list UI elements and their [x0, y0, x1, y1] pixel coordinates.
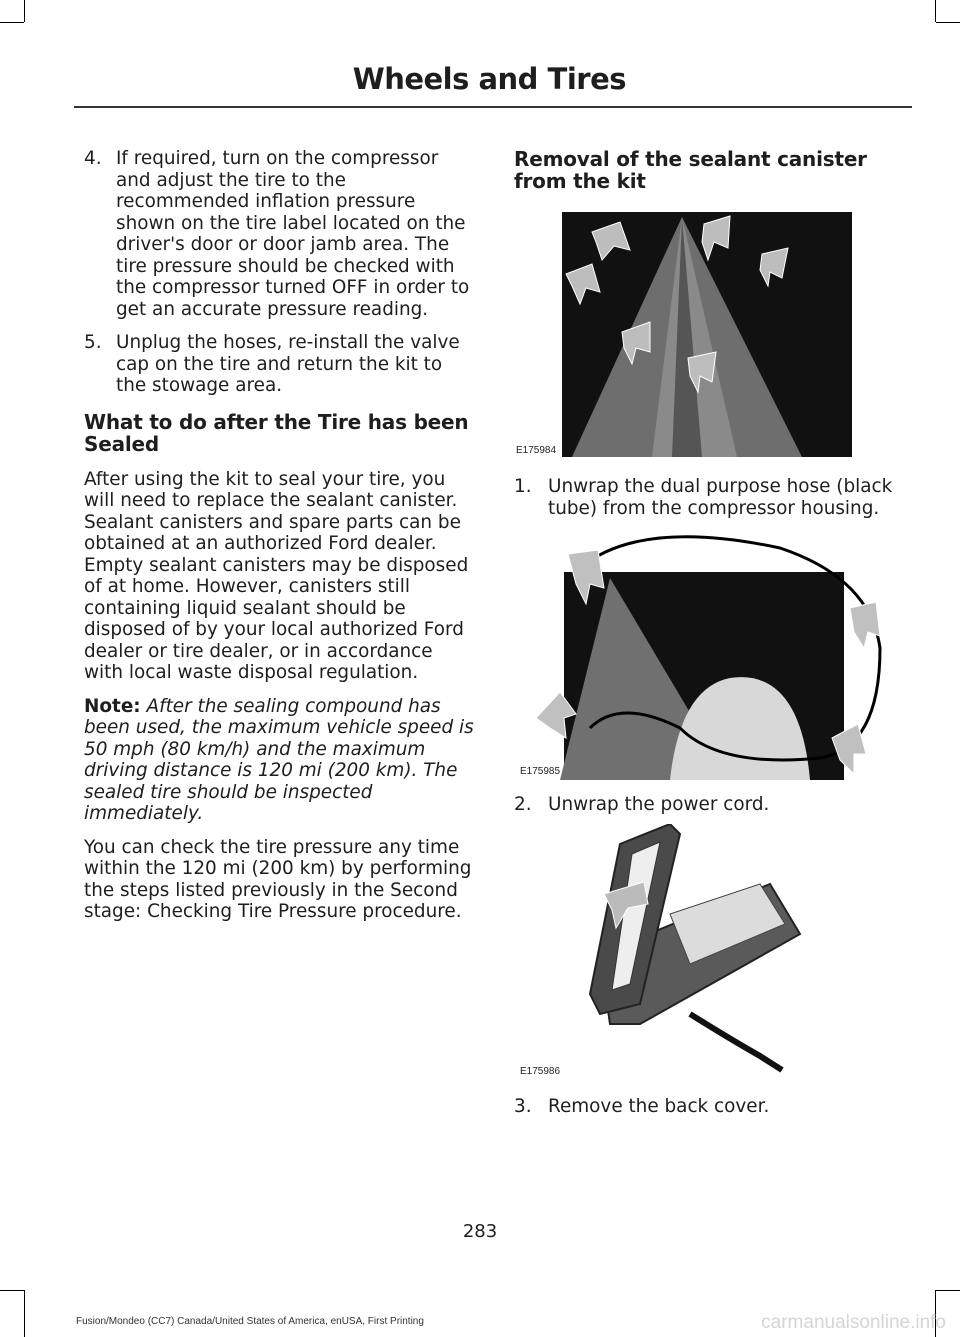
compressor-illustration — [520, 824, 810, 1078]
paragraph: After using the kit to seal your tire, you will need to replace the sealant canister. Sealant canisters and spare parts can be obtained at an authorized Ford dealer. Empty sealant canisters may be disposed of at home. However, canisters still containing liquid sealant should be disposed of by your local authorized Ford dealer or tire dealer, or in accordance with local waste disposal regulation. — [84, 468, 469, 683]
figure-code: E175986 — [520, 1066, 561, 1077]
note-label: Note: — [84, 695, 141, 717]
footer-text: Fusion/Mondeo (CC7) Canada/United States of America, enUSA, First Printing — [76, 1316, 424, 1327]
step-number: 4. — [84, 148, 102, 169]
page-title: Wheels and Tires — [352, 62, 626, 96]
right-column — [514, 148, 906, 206]
step-text: If required, turn on the compressor and adjust the tire to the recommended inflation pressure shown on the tire label located on the driver's door or door jamb area. The tire pressure should be checked with the compressor turned OFF in order to get an accurate pressure reading. — [116, 148, 470, 320]
step-item — [514, 476, 906, 531]
note — [84, 696, 476, 825]
figure-code: E175985 — [520, 766, 561, 777]
left-column — [84, 148, 476, 935]
step-number: 5. — [84, 332, 102, 353]
step-number: 1. — [514, 476, 532, 497]
step-item — [514, 1096, 906, 1130]
step-item — [84, 148, 476, 320]
figure-unwrap-hose — [520, 528, 890, 780]
page-number: 283 — [462, 1221, 498, 1242]
paragraph: You can check the tire pressure any time within the 120 mi (200 km) by performing the steps listed previously in the Second stage: Checking Tire Pressure procedure. — [84, 836, 472, 922]
crop-mark — [936, 22, 960, 23]
figure-sealant-kit-removal — [516, 212, 852, 457]
step-text: Unwrap the power cord. — [548, 794, 770, 815]
crop-mark — [24, 0, 25, 22]
figure-code: E175984 — [516, 445, 557, 456]
hose-illustration — [520, 528, 890, 780]
step-number: 3. — [514, 1096, 532, 1117]
step-item — [514, 794, 906, 828]
step-text: Unplug the hoses, re-install the valve cap on the tire and return the kit to the stowage area. — [116, 332, 460, 396]
section-heading: What to do after the Tire has been Sealed — [84, 409, 469, 456]
step-text: Remove the back cover. — [548, 1096, 770, 1117]
step-number: 2. — [514, 794, 532, 815]
section-heading: Removal of the sealant canister from the kit — [514, 147, 867, 193]
crop-mark — [24, 1290, 25, 1337]
kit-illustration — [562, 212, 852, 457]
step-text: Unwrap the dual purpose hose (black tube) from the compressor housing. — [548, 476, 893, 519]
crop-mark — [936, 1290, 960, 1291]
crop-mark — [0, 1290, 24, 1291]
watermark: carmanualsonline.info — [761, 1312, 946, 1333]
crop-mark — [935, 0, 936, 22]
note-text: After the sealing compound has been used, the maximum vehicle speed is 50 mph (80 km/h) and the maximum driving distance is 120 mi (200 km). The sealed tire should be inspected immediately. — [84, 695, 474, 824]
step-item — [84, 332, 476, 397]
header-rule — [74, 106, 912, 108]
crop-mark — [0, 22, 24, 23]
figure-unwrap-power-cord — [520, 824, 810, 1078]
